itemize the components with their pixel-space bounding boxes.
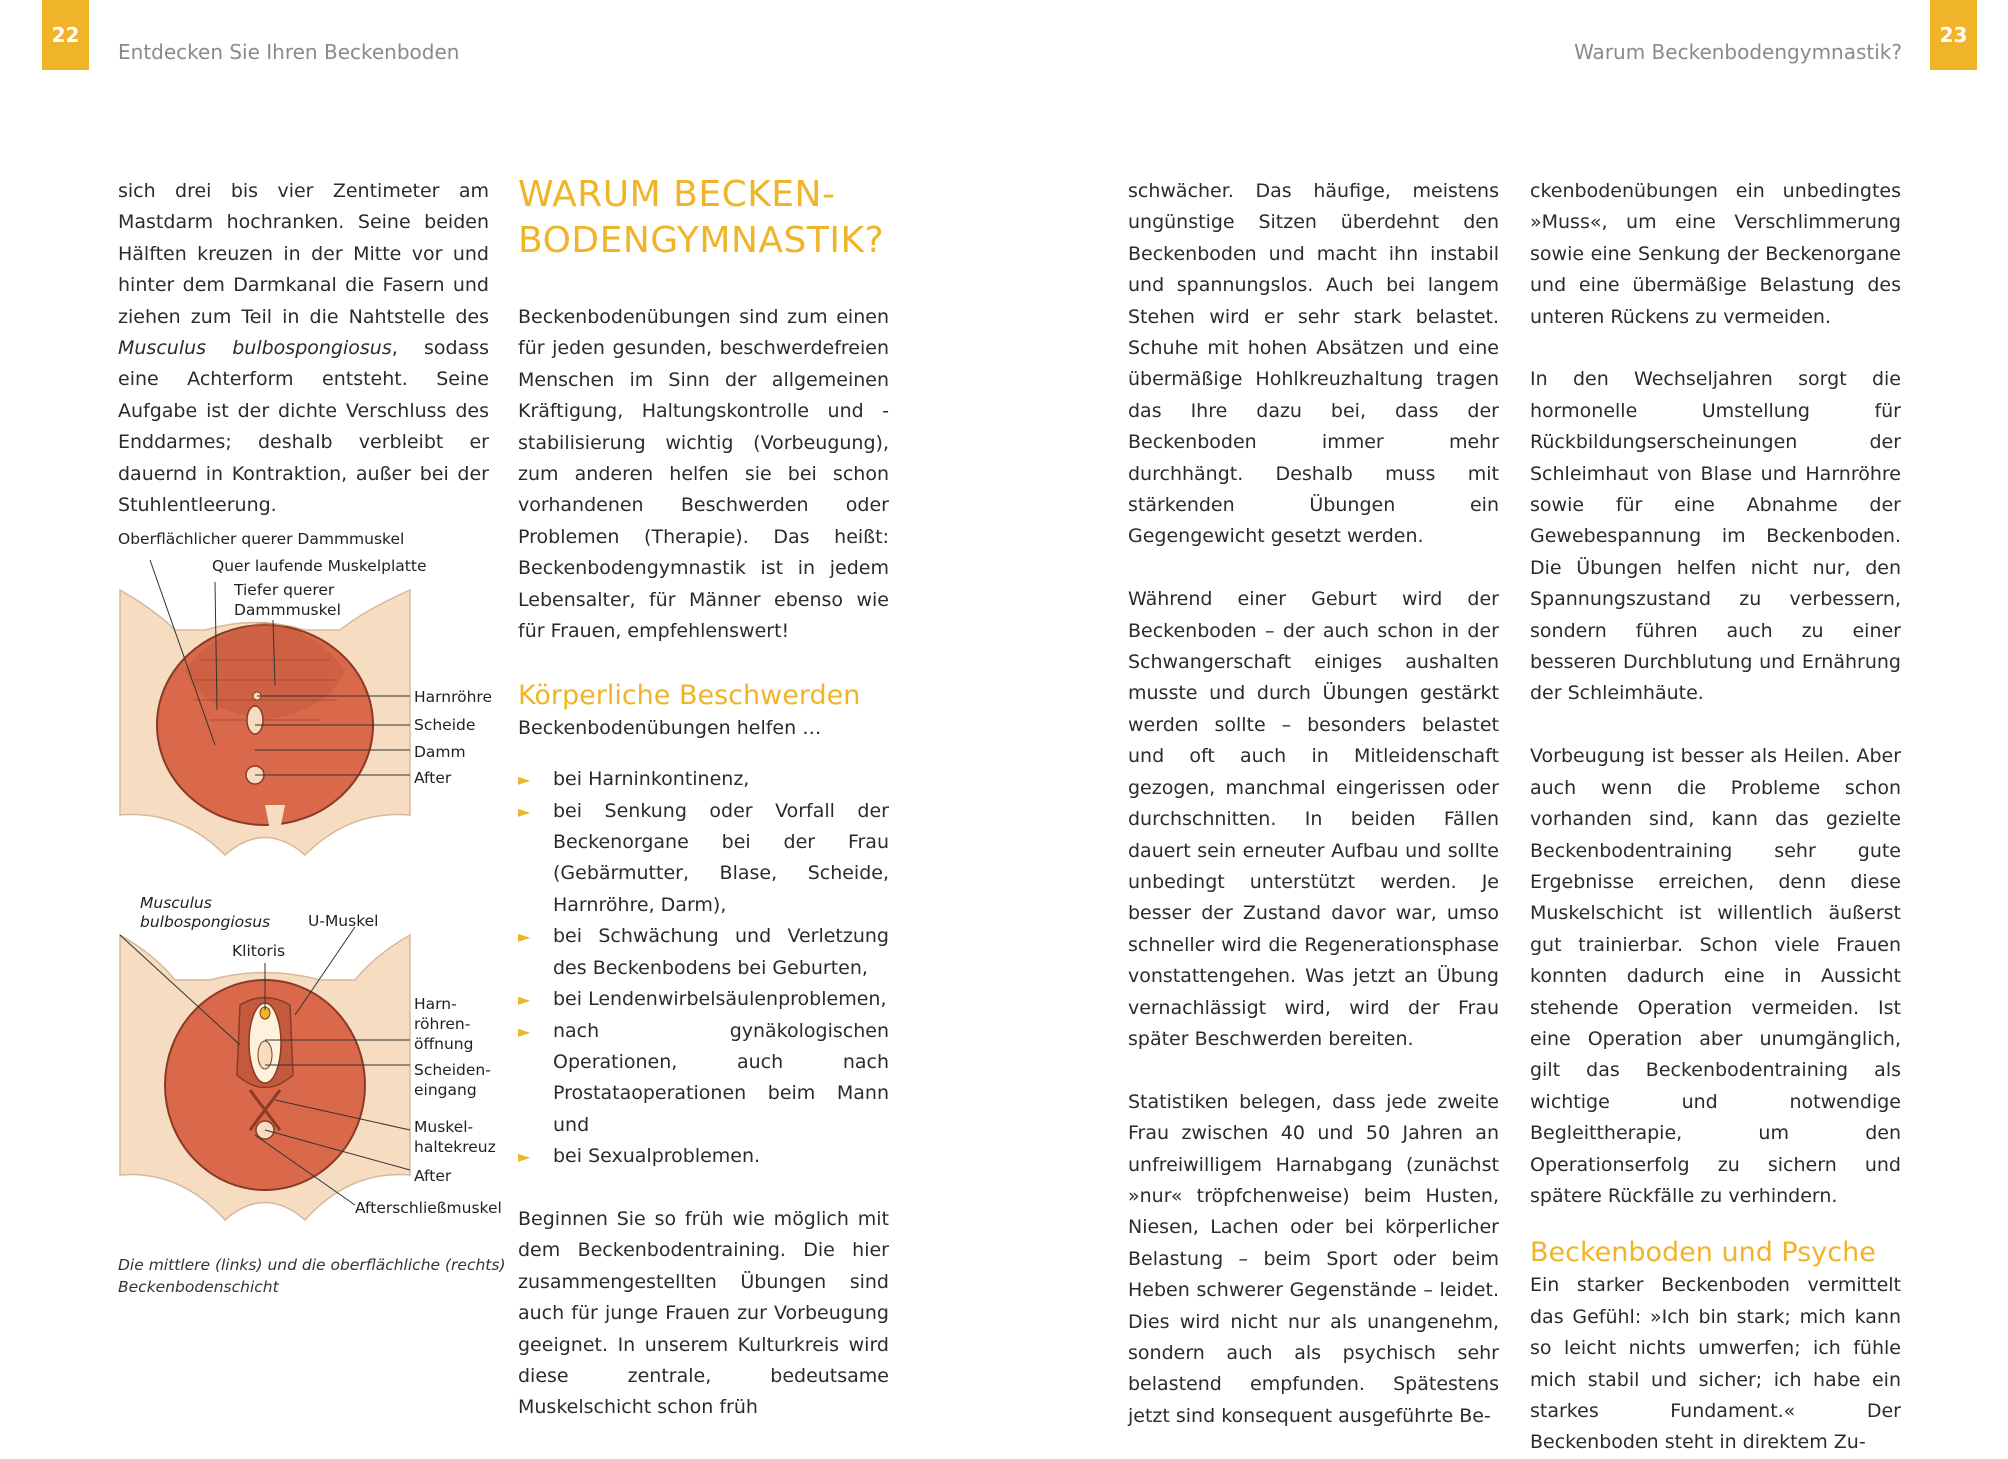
triangle-bullet-icon: ► xyxy=(518,990,531,1010)
intro-paragraph: Beckenbodenübungen sind zum einen für jeden gesunden, beschwerdefreien Menschen im Sinn der allgemeinen Kräftigung, Haltungskontrolle und -stabilisierung wichtig (Vorbeugung), zum anderen helfen sie bei schon vorhandenen Beschwerden oder Problemen (Therapie). Das heißt: Beckenbodengymnastik ist in jedem Lebensalter, für Männer ebenso wie für Frauen, empfehlenswert! xyxy=(518,306,889,643)
figure-caption: Die mittlere (links) und die oberflächliche (rechts) Beckenbodenschicht xyxy=(118,1256,506,1296)
column-4-text xyxy=(1530,176,1901,1459)
label-haltekreuz: haltekreuz xyxy=(414,1138,496,1156)
paragraph: Statistiken belegen, dass jede zweite Frau zwischen 40 und 50 Jahren an unfreiwilligem Harnabgang (zunächst »nur« tröpfchenweise) beim Husten, Niesen, Lachen oder bei körperlicher Belastung – beim Sport oder beim Heben schwerer Gegenstände – leidet. Dies wird nicht nur als unangenehm, sondern auch als psychisch sehr belastend empfunden. Spätestens jetzt sind konsequent ausgeführte Be- xyxy=(1128,1090,1499,1427)
triangle-bullet-icon: ► xyxy=(518,927,531,947)
label-roehren: röhren- xyxy=(414,1015,471,1033)
label-after: After xyxy=(414,769,452,787)
label-harn: Harn- xyxy=(414,995,457,1013)
closing-paragraph: Beginnen Sie so früh wie möglich mit dem Beckenbodentraining. Die hier zusammengestellten Übungen sind auch für junge Frauen zur Vorbeugung geeignet. In unserem Kulturkreis wird diese zentrale, bedeutsame Muskelschicht schon früh xyxy=(518,1207,889,1419)
label-scheiden: Scheiden- xyxy=(414,1061,491,1079)
list-item: ► bei Schwächung und Verletzung des Beckenbodens bei Geburten, xyxy=(518,921,889,984)
label-oeffnung: öffnung xyxy=(414,1035,474,1053)
running-head-right: Warum Beckenbodengymnastik? xyxy=(1574,40,1902,64)
label-u-muskel: U-Muskel xyxy=(308,912,379,930)
label-muskel: Muskel- xyxy=(414,1118,474,1136)
subheading-koerperliche-beschwerden: Körperliche Beschwerden xyxy=(518,679,861,711)
paragraph: ckenbodenübungen ein unbedingtes »Muss«, um eine Verschlimmerung sowie eine Senkung der Beckenorgane und eine übermäßige Belastung des unteren Rückens zu vermeiden. xyxy=(1530,180,1901,328)
chapter-title: WARUM BECKEN- BODENGYMNASTIK? xyxy=(518,174,885,261)
running-head-left: Entdecken Sie Ihren Beckenboden xyxy=(118,40,460,64)
label-scheide: Scheide xyxy=(414,716,476,734)
subheading-beckenboden-und-psyche: Beckenboden und Psyche xyxy=(1530,1237,1876,1269)
paragraph: In den Wechseljahren sorgt die hormonelle Umstellung für Rückbildungserscheinungen der Schleimhaut von Blase und Harnröhre sowie für eine Abnahme der Gewebespannung im Beckenboden. Die Übungen helfen nicht nur, den Spannungszustand zu verbessern, sondern führen auch zu einer besseren Durchblutung und Ernährung der Schleimhäute. xyxy=(1530,368,1901,705)
label-eingang: eingang xyxy=(414,1081,477,1099)
list-item: ► bei Lendenwirbelsäulenproblemen, xyxy=(518,984,889,1015)
label-oberflaechlicher-dammmuskel: Oberflächlicher querer Dammmuskel xyxy=(118,530,405,548)
triangle-bullet-icon: ► xyxy=(518,801,531,821)
label-afterschliessmuskel: Afterschließmuskel xyxy=(355,1199,502,1217)
list-item: ► bei Senkung oder Vorfall der Beckenorgane bei der Frau (Gebärmutter, Blase, Scheide, Harnröhre, Darm), xyxy=(518,796,889,922)
paragraph: Ein starker Beckenboden vermittelt das Gefühl: »Ich bin stark; mich kann so leicht nichts umwerfen; ich fühle mich stabil und sicher; ich habe ein starkes Fundament.« Der Beckenboden steht in direktem Zu- xyxy=(1530,1274,1901,1454)
triangle-bullet-icon: ► xyxy=(518,1147,531,1167)
label-harnroehre: Harnröhre xyxy=(414,688,492,706)
label-musculus: Musculus xyxy=(140,894,212,912)
column-3-text xyxy=(1128,176,1499,1432)
label-after-2: After xyxy=(414,1167,452,1185)
list-item: ► bei Harninkontinenz, xyxy=(518,764,889,795)
bullet-lead: Beckenbodenübungen helfen … xyxy=(518,716,822,739)
column-1-text: sich drei bis vier Zentimeter am Mastdarm hochranken. Seine beiden Hälften kreuzen in der Mitte vor und hinter dem Darmkanal die Fasern und ziehen zum Teil in die Nahtstelle des Musculus bulbospongiosus, sodass eine Achterform entsteht. Seine Aufgabe ist der dichte Verschluss des Enddarmes; deshalb verbleibt er dauernd in Kontraktion, außer bei der Stuhlentleerung. xyxy=(118,180,489,517)
label-klitoris: Klitoris xyxy=(232,942,286,960)
triangle-bullet-icon: ► xyxy=(518,1021,531,1041)
label-quer-laufende-muskelplatte: Quer laufende Muskelplatte xyxy=(212,557,427,575)
page-number-left: 22 xyxy=(42,0,89,70)
column-2-text xyxy=(518,302,889,1424)
label-dammmuskel: Dammmuskel xyxy=(234,601,341,619)
paragraph: Während einer Geburt wird der Beckenboden – der auch schon in der Schwangerschaft einiges aushalten musste und durch Übungen gestärkt werden sollte – besonders belastet und oft auch in Mitleidenschaft gezogen, manchmal eingerissen oder durchschnitten. In beiden Fällen dauert sein erneuter Aufbau und sollte unbedingt unterstützt werden. Je besser der Zustand davor war, umso schneller wird die Regenerationsphase vonstattengehen. Was jetzt an Übung vernachlässigt wird, wird der Frau später Beschwerden bereiten. xyxy=(1128,588,1499,1050)
paragraph: Vorbeugung ist besser als Heilen. Aber auch wenn die Probleme schon vorhanden sind, kann das gezielte Beckenbodentraining sehr gute Ergebnisse erreichen, denn diese Muskelschicht ist willentlich äußerst gut trainierbar. Schon viele Frauen konnten dadurch eine in Aussicht stehende Operation vermeiden. Ist eine Operation aber unumgänglich, gilt das Beckenbodentraining als wichtige und notwendige Begleittherapie, um den Operationserfolg zu sichern und spätere Rückfälle zu verhindern. xyxy=(1530,745,1901,1207)
page-number-right: 23 xyxy=(1930,0,1977,70)
label-tiefer-querer: Tiefer querer xyxy=(234,581,335,599)
label-bulbospongiosus: bulbospongiosus xyxy=(140,913,271,931)
list-item: ► nach gynäkologischen Operationen, auch nach Prostataoperationen beim Mann und xyxy=(518,1016,889,1142)
list-item: ► bei Sexualproblemen. xyxy=(518,1141,889,1172)
paragraph: schwächer. Das häufige, meistens ungünstige Sitzen überdehnt den Beckenboden und macht ihn instabil und spannungslos. Auch bei langem Stehen wird er sehr stark belastet. Schuhe mit hohen Absätzen und eine übermäßige Hohlkreuzhaltung tragen das Ihre dazu bei, dass der Beckenboden immer mehr durchhängt. Deshalb muss mit stärkenden Übungen ein Gegengewicht gesetzt werden. xyxy=(1128,180,1499,548)
label-damm: Damm xyxy=(414,743,466,761)
beschwerden-list xyxy=(518,764,889,1172)
triangle-bullet-icon: ► xyxy=(518,770,531,790)
